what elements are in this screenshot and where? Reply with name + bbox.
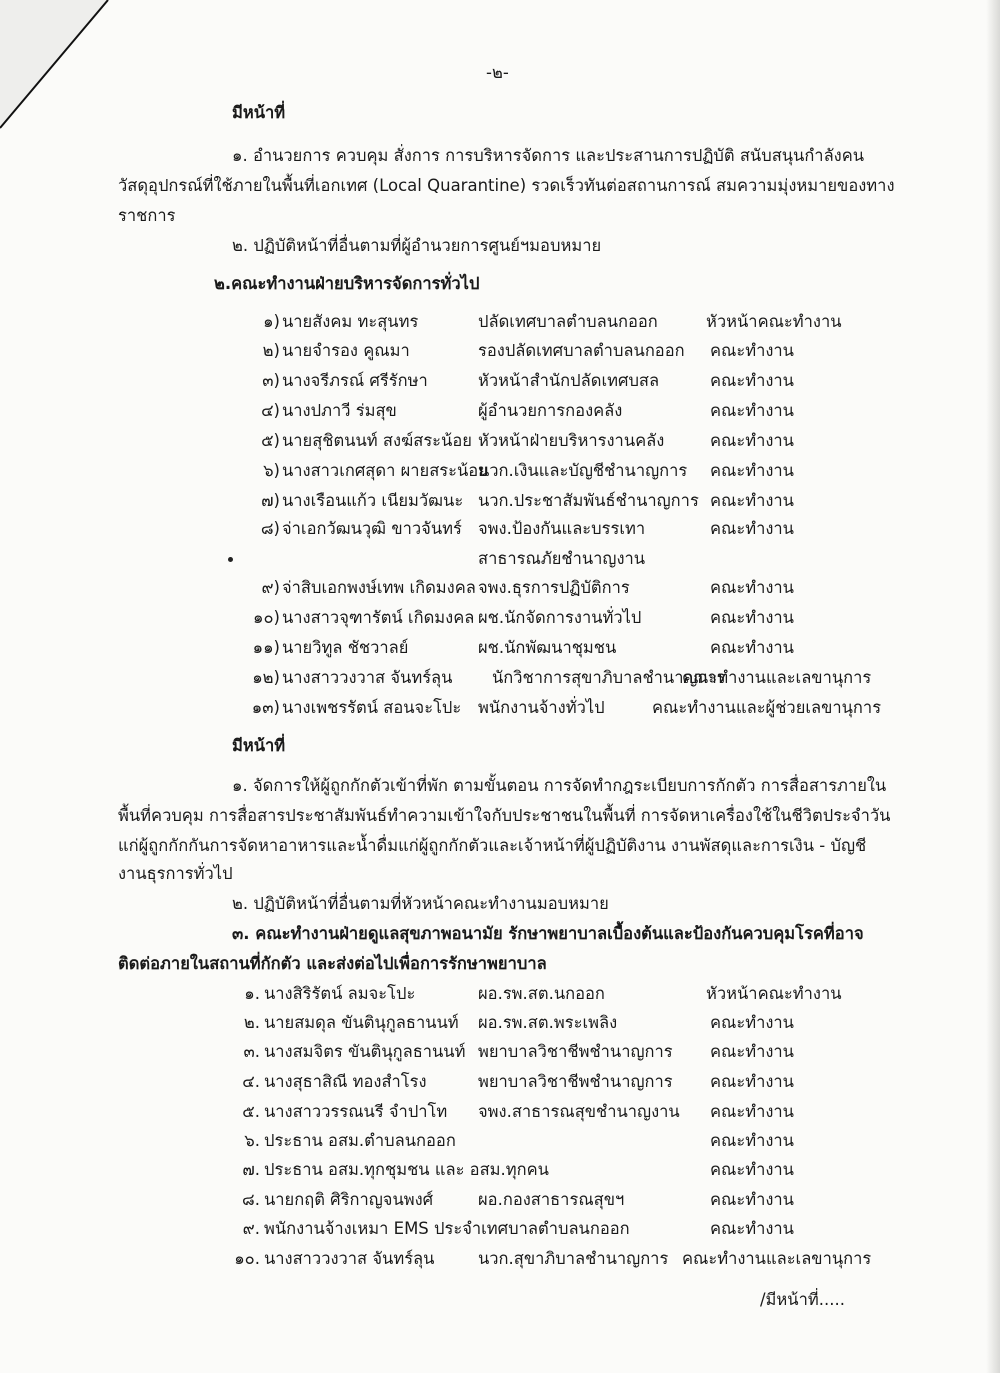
member-name: นายสุชิตนนท์ สงฆ์สระน้อย: [282, 431, 472, 450]
member-name: ประธาน อสม.ตำบลนกออก: [264, 1131, 456, 1150]
member-position: พนักงานจ้างทั่วไป: [478, 698, 605, 717]
member-role: คณะทำงาน: [710, 341, 794, 360]
member-name: นายสมดุล ขันตินุกูลธานนท์: [264, 1013, 459, 1032]
member-position: นวก.ประชาสัมพันธ์ชำนาญการ: [478, 491, 699, 510]
member-number: ๔.: [242, 1072, 260, 1091]
member-role: คณะทำงาน: [710, 608, 794, 627]
member-role: คณะทำงาน: [710, 1013, 794, 1032]
member-name: ประธาน อสม.ทุกชุมชน และ อสม.ทุกคน: [264, 1160, 549, 1179]
member-position: ผช.นักจัดการงานทั่วไป: [478, 608, 642, 627]
member-name: นางเพชรรัตน์ สอนจะโปะ: [282, 698, 462, 717]
member-role: คณะทำงาน: [710, 1072, 794, 1091]
member-position: หัวหน้าสำนักปลัดเทศบสล: [478, 371, 660, 390]
section2-duties-heading: มีหน้าที่: [232, 736, 286, 755]
member-name: นางสาวเกศสุดา ผายสระน้อย: [282, 461, 488, 480]
member-number: ๑๐): [253, 608, 280, 627]
member-position: พยาบาลวิชาชีพชำนาญการ: [478, 1072, 673, 1091]
member-number: ๑): [263, 312, 280, 331]
member-name: นางสาววงวาส จันทร์ลุน: [264, 1249, 435, 1268]
member-role: คณะทำงาน: [710, 461, 794, 480]
member-name: นางสาววรรณนรี จำปาโท: [264, 1102, 448, 1121]
continued-footer: /มีหน้าที่.....: [760, 1290, 845, 1309]
member-role: คณะทำงาน: [710, 578, 794, 597]
page-number: -๒-: [486, 63, 509, 82]
section2-duty1-line1: ๑. จัดการให้ผู้ถูกกักตัวเข้าที่พัก ตามขั้นตอน การจัดทำกฎระเบียบการกักตัว การสื่อสารภายใน: [232, 776, 887, 795]
member-position: นักวิชาการสุขาภิบาลชำนาญการ: [492, 668, 726, 687]
member-number: ๓): [262, 371, 280, 390]
member-number: ๕.: [242, 1102, 260, 1121]
page-edge-shadow: [986, 0, 1000, 1373]
section3-heading-line1: ๓. คณะทำงานฝ่ายดูแลสุขภาพอนามัย รักษาพยาบาลเบื้องต้นและป้องกันควบคุมโรคที่อาจ: [232, 924, 864, 943]
member-position: ผอ.รพ.สต.นกออก: [478, 984, 605, 1003]
member-name: นางสมจิตร ขันตินุกูลธานนท์: [264, 1042, 466, 1061]
section1-duty1-line1: ๑. อำนวยการ ควบคุม สั่งการ การบริหารจัดการ และประสานการปฏิบัติ สนับสนุนกำลังคน: [232, 146, 865, 165]
section2-duty2: ๒. ปฏิบัติหน้าที่อื่นตามที่หัวหน้าคณะทำงานมอบหมาย: [232, 894, 609, 913]
member-number: ๑๐.: [234, 1249, 260, 1268]
member-role: คณะทำงาน: [710, 519, 794, 538]
member-role: คณะทำงานและเลขานุการ: [682, 1249, 872, 1268]
member-number: ๑๒): [252, 668, 280, 687]
member-name: นายจำรอง คูณมา: [282, 341, 410, 360]
section3-heading-line2: ติดต่อภายในสถานที่กักตัว และส่งต่อไปเพื่อการรักษาพยาบาล: [118, 954, 547, 973]
section1-duty1-line3: ราชการ: [118, 206, 176, 225]
member-number: ๑.: [244, 984, 260, 1003]
folded-corner: [0, 0, 110, 130]
member-number: ๒): [262, 341, 280, 360]
member-name: จ่าเอกวัฒนวุฒิ ขาวจันทร์: [282, 519, 462, 538]
member-role: คณะทำงาน: [710, 1190, 794, 1209]
member-role: คณะทำงาน: [710, 1160, 794, 1179]
member-number: ๔): [261, 401, 280, 420]
member-name: นางปภาวี ร่มสุข: [282, 401, 397, 420]
member-role: คณะทำงาน: [710, 401, 794, 420]
member-position: ผช.นักพัฒนาชุมชน: [478, 638, 617, 657]
member-position: ผอ.กองสาธารณสุขฯ: [478, 1190, 625, 1209]
member-role: คณะทำงาน: [710, 1042, 794, 1061]
member-position: จพง.ป้องกันและบรรเทา: [478, 519, 646, 538]
member-name: นายสังคม ทะสุนทร: [282, 312, 419, 331]
member-position: นวก.สุขาภิบาลชำนาญการ: [478, 1249, 669, 1268]
member-position: จพง.สาธารณสุขชำนาญงาน: [478, 1102, 680, 1121]
member-position: รองปลัดเทศบาลตำบลนกออก: [478, 341, 685, 360]
member-name: นางสาววงวาส จันทร์ลุน: [282, 668, 453, 687]
section2-heading: ๒.คณะทำงานฝ่ายบริหารจัดการทั่วไป: [214, 274, 480, 293]
member-number: ๓.: [243, 1042, 260, 1061]
member-name: นางจรีภรณ์ ศรีรักษา: [282, 371, 428, 390]
member-name: จ่าสิบเอกพงษ์เทพ เกิดมงคล: [282, 578, 476, 597]
member-number: ๘): [260, 519, 280, 538]
member-role: หัวหน้าคณะทำงาน: [706, 984, 842, 1003]
stray-dot: [228, 557, 233, 562]
member-name: นางเรือนแก้ว เนียมวัฒนะ: [282, 491, 464, 510]
member-position: ผอ.รพ.สต.พระเพลิง: [478, 1013, 618, 1032]
member-role: คณะทำงาน: [710, 1131, 794, 1150]
member-name: พนักงานจ้างเหมา EMS ประจำเทศบาลตำบลนกออก: [264, 1219, 630, 1238]
section2-duty1-line2: พื้นที่ควบคุม การสื่อสารประชาสัมพันธ์ทำความเข้าใจกับประชาชนในพื้นที่ การจัดหาเครื่องใช้ในชีวิตประจำวัน: [118, 806, 891, 825]
member-position: ปลัดเทศบาลตำบลนกออก: [478, 312, 658, 331]
section1-duties-heading: มีหน้าที่: [232, 103, 286, 122]
member-position-line2: สาธารณภัยชำนาญงาน: [478, 549, 646, 568]
member-role: คณะทำงาน: [710, 638, 794, 657]
member-number: ๖.: [244, 1131, 260, 1150]
member-position: นวก.เงินและบัญชีชำนาญการ: [478, 461, 688, 480]
member-number: ๑๑): [252, 638, 280, 657]
member-role: คณะทำงาน: [710, 431, 794, 450]
member-role: คณะทำงาน: [710, 371, 794, 390]
member-position: พยาบาลวิชาชีพชำนาญการ: [478, 1042, 673, 1061]
member-role: คณะทำงาน: [710, 1219, 794, 1238]
section1-duty2: ๒. ปฏิบัติหน้าที่อื่นตามที่ผู้อำนวยการศูนย์ฯมอบหมาย: [232, 236, 602, 255]
section1-duty1-line2: วัสดุอุปกรณ์ที่ใช้ภายในพื้นที่เอกเทศ (Local Quarantine) รวดเร็วทันต่อสถานการณ์ สมความมุ่งหมายของทาง: [118, 176, 895, 195]
member-role: คณะทำงานและเลขานุการ: [682, 668, 872, 687]
member-number: ๙): [261, 578, 280, 597]
member-role: คณะทำงาน: [710, 491, 794, 510]
member-role: หัวหน้าคณะทำงาน: [706, 312, 842, 331]
member-name: นางสุธาสิณี ทองสำโรง: [264, 1072, 427, 1091]
member-role: คณะทำงาน: [710, 1102, 794, 1121]
member-number: ๗.: [242, 1160, 260, 1179]
member-number: ๑๓): [251, 698, 280, 717]
member-role: คณะทำงานและผู้ช่วยเลขานุการ: [652, 698, 882, 717]
section2-duty1-line3: แก่ผู้ถูกกักกันการจัดหาอาหารและน้ำดื่มแก่ผู้ถูกกักตัวและเจ้าหน้าที่ผู้ปฏิบัติงาน งานพัสดุและการเงิน - บัญชี: [118, 836, 867, 855]
member-position: จพง.ธุรการปฏิบัติการ: [478, 578, 630, 597]
member-name: นายกฤติ ศิริกาญจนพงศ์: [264, 1190, 434, 1209]
member-position: หัวหน้าฝ่ายบริหารงานคลัง: [478, 431, 665, 450]
section2-duty1-line4: งานธุรการทั่วไป: [118, 864, 233, 883]
member-number: ๗): [261, 491, 280, 510]
member-name: นางสิริรัตน์ ลมจะโปะ: [264, 984, 416, 1003]
member-number: ๕): [261, 431, 280, 450]
member-number: ๙.: [242, 1219, 260, 1238]
member-number: ๘.: [242, 1190, 260, 1209]
member-number: ๖): [263, 461, 280, 480]
member-name: นางสาวจุฑารัตน์ เกิดมงคล: [282, 608, 475, 627]
member-position: ผู้อำนวยการกองคลัง: [478, 401, 623, 420]
member-number: ๒.: [243, 1013, 260, 1032]
member-name: นายวิทูล ชัชวาลย์: [282, 638, 409, 657]
